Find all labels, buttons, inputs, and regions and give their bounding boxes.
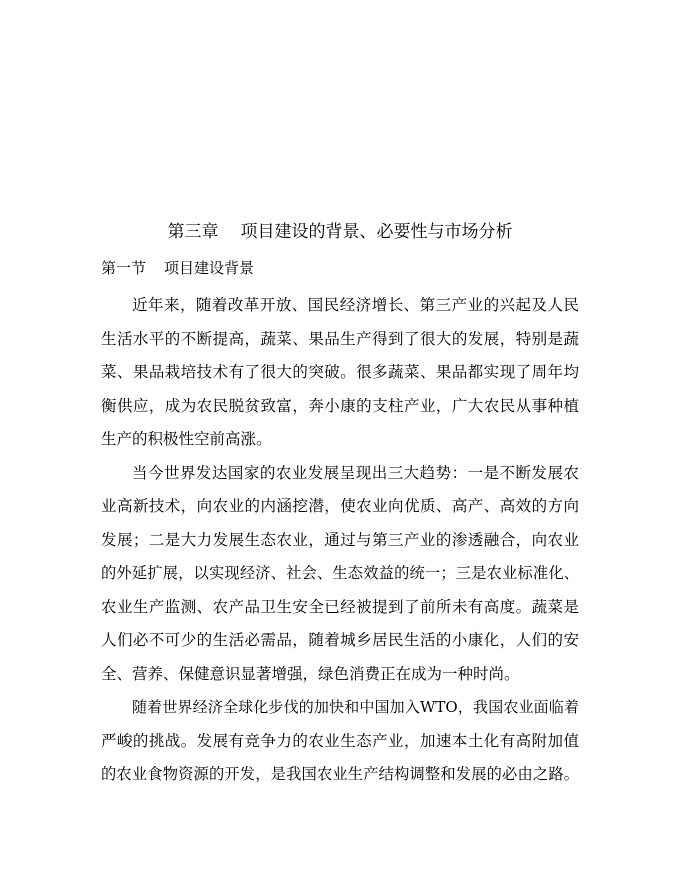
section-number: 第一节 [101,259,147,277]
paragraph-line: 生产的积极性空前高涨。 [101,430,272,448]
paragraph-2 [101,457,579,692]
paragraph-line: 人们必不可少的生活必需品，随着城乡居民生活的小康化，人们的安 [101,631,579,649]
paragraph-line: 全、营养、保健意识显著增强，绿色消费正在成为一种时尚。 [101,664,520,683]
chapter-title [0,219,680,245]
paragraph-line: 的农业食物资源的开发，是我国农业生产结构调整和发展的必由之路。 [101,765,579,783]
section-title [101,256,254,280]
paragraph-line: 农业生产监测、农产品卫生安全已经被提到了前所未有高度。蔬菜是 [101,597,579,616]
body-text [101,289,579,792]
paragraph-line: 的外延扩展，以实现经济、社会、生态效益的统一；三是农业标准化、 [101,564,579,582]
chapter-title-text: 项目建设的背景、必要性与市场分析 [240,222,513,242]
paragraph-3 [101,691,579,792]
paragraph-line: 当今世界发达国家的农业发展呈现出三大趋势：一是不断发展农 [132,463,579,482]
paragraph-line: 近年来，随着改革开放、国民经济增长、第三产业的兴起及人民 [132,296,579,314]
paragraph-line: 严峻的挑战。发展有竞争力的农业生态产业，加速本土化有高附加值 [101,731,579,750]
paragraph-line: 发展；二是大力发展生态农业，通过与第三产业的渗透融合，向农业 [101,530,579,549]
paragraph-line: 菜、果品栽培技术有了很大的突破。很多蔬菜、果品都实现了周年均 [101,363,579,381]
section-title-text: 项目建设背景 [164,259,255,277]
paragraph-line: 业高新技术，向农业的内涵挖潜，使农业向优质、高产、高效的方向 [101,497,579,515]
chapter-number: 第三章 [167,222,219,242]
paragraph-line: 随着世界经济全球化步伐的加快和中国加入WTO，我国农业面临着 [132,698,579,716]
paragraph-1 [101,289,579,457]
paragraph-line: 生活水平的不断提高，蔬菜、果品生产得到了很大的发展，特别是蔬 [101,329,579,348]
paragraph-line: 衡供应，成为农民脱贫致富，奔小康的支柱产业，广大农民从事种植 [101,396,579,415]
